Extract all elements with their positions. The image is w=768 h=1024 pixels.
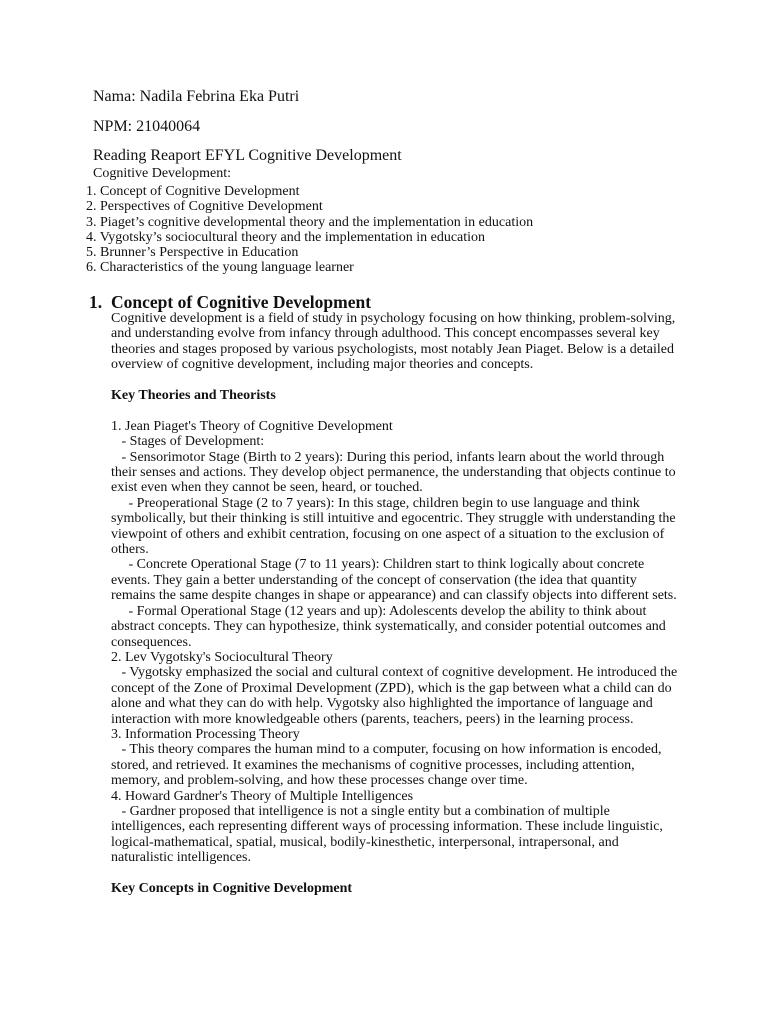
formal-paragraph: - Formal Operational Stage (12 years and up): Adolescents develop the ability to think about abstract concepts. They can hypothesize, think systematically, and consider potential outcomes and consequences. xyxy=(111,603,670,650)
gardner-paragraph: - Gardner proposed that intelligence is not a single entity but a combination of multiple intelligences, each representing different ways of processing information. These include linguistic, logical-mathematical, spatial, musical, bodily-kinesthetic, interpersonal, intrapersonal, and naturalistic intelligences. xyxy=(111,803,667,866)
preoperational-paragraph: - Preoperational Stage (2 to 7 years): In this stage, children begin to use language and think symbolically, but their thinking is still intuitive and egocentric. They struggle with understanding the viewpoint of others and exhibit centration, focusing on one aspect of a situation to the exclusion of others. xyxy=(111,495,680,558)
paragraph-gap xyxy=(111,403,679,418)
sensorimotor-paragraph: - Sensorimotor Stage (Birth to 2 years): During this period, infants learn about the world through their senses and actions. They develop object permanence, the understanding that objects continue to exist even when they cannot be seen, heard, or touched. xyxy=(111,449,680,496)
subheading-key-concepts: Key Concepts in Cognitive Development xyxy=(111,880,353,896)
student-name: Nama: Nadila Febrina Eka Putri xyxy=(93,88,300,105)
section-number: 1. xyxy=(89,292,103,312)
toc-heading: Cognitive Development: xyxy=(93,166,232,181)
table-of-contents xyxy=(86,184,533,276)
section-title: Concept of Cognitive Development xyxy=(111,292,372,312)
paragraph-gap xyxy=(111,866,679,881)
toc-item: 3. Piaget’s cognitive developmental theory and the implementation in education xyxy=(86,214,534,230)
report-title: Reading Reaport EFYL Cognitive Development xyxy=(93,147,402,164)
section-heading xyxy=(89,292,371,312)
paragraph-gap xyxy=(111,373,679,388)
vygotsky-title: 2. Lev Vygotsky's Sociocultural Theory xyxy=(111,649,333,665)
info-processing-title: 3. Information Processing Theory xyxy=(111,726,300,742)
piaget-title: 1. Jean Piaget's Theory of Cognitive Development xyxy=(111,418,393,434)
info-processing-paragraph: - This theory compares the human mind to a computer, focusing on how information is encoded, stored, and retrieved. It examines the mechanisms of cognitive processes, including attention, memory, and problem-solving, and how these processes change over time. xyxy=(111,742,666,789)
toc-item: 1. Concept of Cognitive Development xyxy=(86,184,300,199)
toc-item: 6. Characteristics of the young language learner xyxy=(86,260,354,276)
student-npm: NPM: 21040064 xyxy=(93,118,201,135)
section-body xyxy=(111,311,679,896)
stages-label: - Stages of Development: xyxy=(111,434,265,450)
intro-paragraph: Cognitive development is a field of study in psychology focusing on how thinking, problem-solving, and understanding evolve from infancy through adulthood. This concept encompasses several key theories and stages proposed by various psychologists, most notably Jean Piaget. Below is a detailed overview of cognitive development, including major theories and concepts. xyxy=(111,311,676,373)
concrete-paragraph: - Concrete Operational Stage (7 to 11 years): Children start to think logically about concrete events. They gain a better understanding of the concept of conservation (the idea that quantity remains the same despite changes in shape or appearance) and can classify objects into different sets. xyxy=(111,557,677,604)
gardner-title: 4. Howard Gardner's Theory of Multiple Intelligences xyxy=(111,788,414,804)
subheading-key-theories: Key Theories and Theorists xyxy=(111,388,276,404)
toc-item: 5. Brunner’s Perspective in Education xyxy=(86,245,299,261)
toc-item: 2. Perspectives of Cognitive Development xyxy=(86,199,323,215)
toc-item: 4. Vygotsky’s sociocultural theory and the implementation in education xyxy=(86,229,486,245)
vygotsky-paragraph: - Vygotsky emphasized the social and cultural context of cognitive development. He introduced the concept of the Zone of Proximal Development (ZPD), which is the gap between what a child can do alone and what they can do with help. Vygotsky also highlighted the importance of language and interaction with more knowledgeable others (parents, teachers, peers) in the learning process. xyxy=(111,665,681,727)
